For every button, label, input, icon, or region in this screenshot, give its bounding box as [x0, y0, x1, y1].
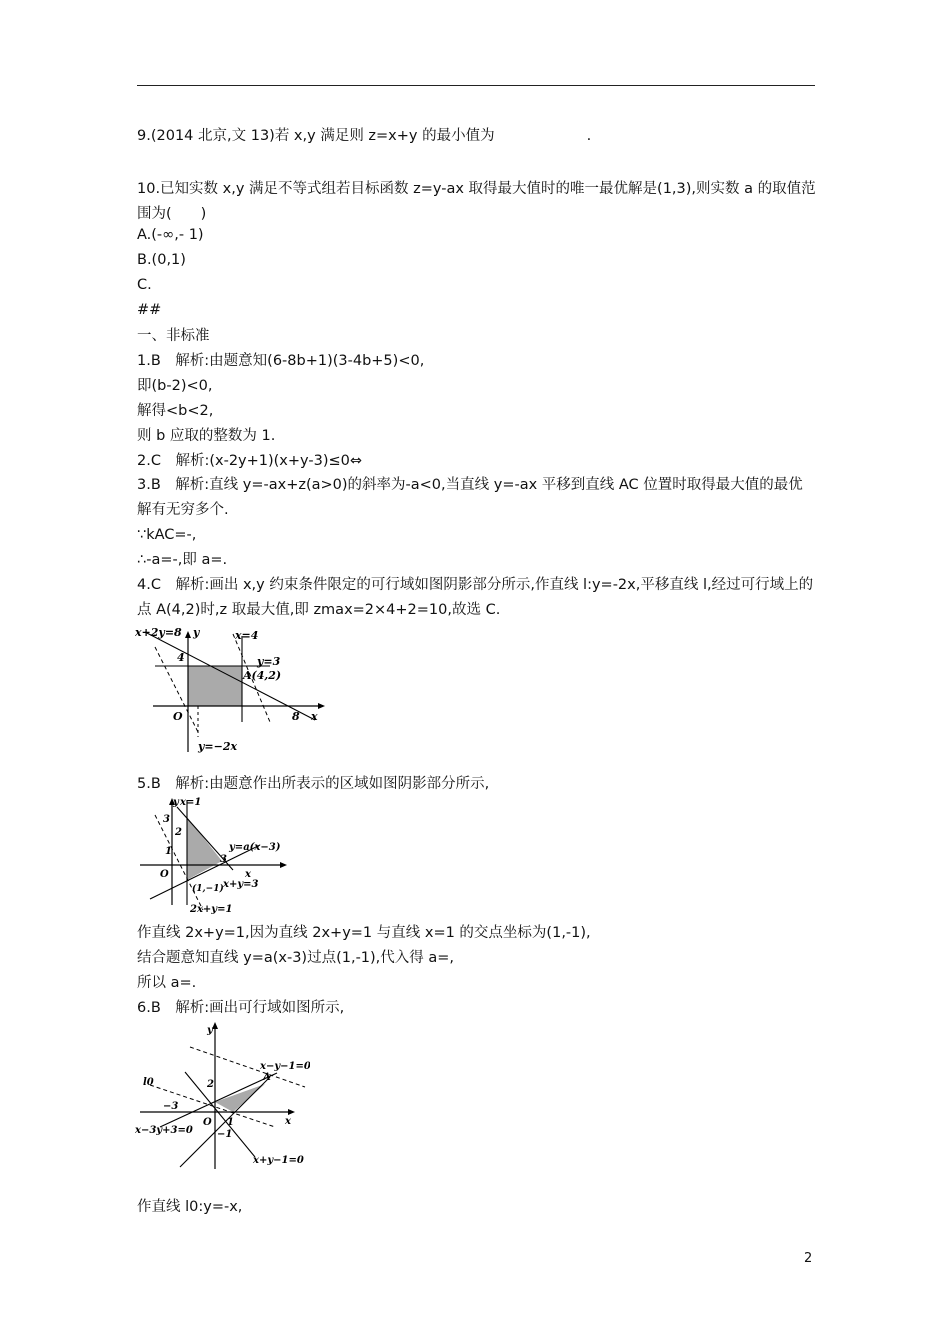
tick-2: 2	[175, 827, 182, 838]
label-x-minus-3y-plus-3: x−3y+3=0	[135, 1125, 193, 1136]
answer-3-line-3: ∴-a=-,即 a=.	[137, 552, 228, 568]
tick-neg-1: −1	[217, 1129, 233, 1140]
tick-2: 2	[207, 1079, 214, 1090]
label-x-plus-y-minus-1: x+y−1=0	[253, 1155, 304, 1166]
answer-2: 2.C 解析:(x-2y+1)(x+y-3)≤0⇔	[137, 453, 363, 469]
figure-5-diagram	[135, 795, 295, 924]
label-x-axis: x	[245, 869, 251, 880]
label-x-axis: x	[311, 710, 318, 723]
answer-5-line-2: 作直线 2x+y=1,因为直线 2x+y=1 与直线 x=1 的交点坐标为(1,-1),	[137, 925, 591, 941]
label-y-eq-3: y=3	[257, 655, 281, 668]
label-origin: O	[203, 1117, 212, 1128]
label-point-1-neg-1: (1,−1)	[192, 884, 224, 894]
feasible-region	[187, 817, 222, 880]
answer-1-line-1: 1.B 解析:由题意知(6-8b+1)(3-4b+5)<0,	[137, 353, 425, 369]
answer-5: 5.B 解析:由题意作出所表示的区域如图阴影部分所示,	[137, 776, 490, 792]
label-x-eq-1: x=1	[180, 797, 202, 808]
label-l0: l0	[143, 1077, 154, 1088]
label-x-axis: x	[285, 1116, 291, 1127]
separator-hashes: ##	[137, 302, 162, 318]
figure-4-diagram	[135, 622, 335, 761]
tick-1: 1	[165, 846, 172, 857]
tick-3: 3	[163, 814, 170, 825]
answer-3-line-2: ∵kAC=-,	[137, 527, 197, 543]
page-number: 2	[804, 1251, 813, 1266]
label-y-eq-a-x-minus-3: y=a(x−3)	[229, 842, 281, 853]
feasible-region	[188, 666, 242, 706]
label-point-a: A	[263, 1072, 271, 1083]
label-x-minus-y-minus-1: x−y−1=0	[260, 1061, 310, 1072]
question-10: 10.已知实数 x,y 满足不等式组若目标函数 z=y-ax 取得最大值时的唯一最优解是(1,3),则实数 a 的取值范围为( )	[137, 181, 816, 222]
label-y-axis: y	[173, 797, 179, 808]
label-x-plus-y-eq-3: x+y=3	[223, 879, 259, 890]
answer-1-line-3: 解得<b<2,	[137, 403, 214, 419]
label-2x-plus-y-eq-1: 2x+y=1	[190, 904, 233, 915]
label-origin: O	[173, 710, 183, 723]
tick-1: 1	[227, 1117, 234, 1128]
label-y-axis: y	[207, 1025, 213, 1036]
header-rule	[137, 85, 815, 86]
answer-3: 3.B 解析:直线 y=-ax+z(a>0)的斜率为-a<0,当直线 y=-ax 平移到直线 AC 位置时取得最大值的最优解有无穷多个.	[137, 477, 803, 518]
option-b: B.(0,1)	[137, 252, 186, 268]
label-x-plus-2y-eq-8: x+2y=8	[135, 626, 182, 639]
figure-6-diagram	[135, 1017, 310, 1176]
label-x-eq-4: x=4	[235, 629, 259, 642]
section-heading: 一、非标准	[137, 328, 210, 344]
tick-8: 8	[292, 710, 300, 723]
label-y-eq-neg-2x: y=−2x	[198, 740, 238, 753]
tick-neg-3: −3	[163, 1101, 179, 1112]
tick-4: 4	[177, 651, 185, 664]
answer-1-line-2: 即(b-2)<0,	[137, 378, 213, 394]
question-9: 9.(2014 北京,文 13)若 x,y 满足则 z=x+y 的最小值为 .	[137, 128, 592, 144]
label-origin: O	[160, 869, 169, 880]
label-point-a: A(4,2)	[243, 669, 282, 682]
answer-6: 6.B 解析:画出可行域如图所示,	[137, 1000, 345, 1016]
answer-6-line-2: 作直线 l0:y=-x,	[137, 1199, 243, 1215]
label-y-axis: y	[193, 626, 200, 639]
answer-5-line-3: 结合题意知直线 y=a(x-3)过点(1,-1),代入得 a=,	[137, 950, 455, 966]
answer-5-line-4: 所以 a=.	[137, 975, 197, 991]
option-c: C.	[137, 277, 152, 293]
option-a: A.(-∞,- 1)	[137, 227, 204, 243]
answer-4: 4.C 解析:画出 x,y 约束条件限定的可行域如图阴影部分所示,作直线 l:y=-2x,平移直线 l,经过可行域上的点 A(4,2)时,z 取最大值,即 zmax=2×4+2=10,故选 C.	[137, 577, 814, 618]
answer-1-line-4: 则 b 应取的整数为 1.	[137, 428, 276, 444]
tick-3-x: 3	[220, 854, 227, 865]
